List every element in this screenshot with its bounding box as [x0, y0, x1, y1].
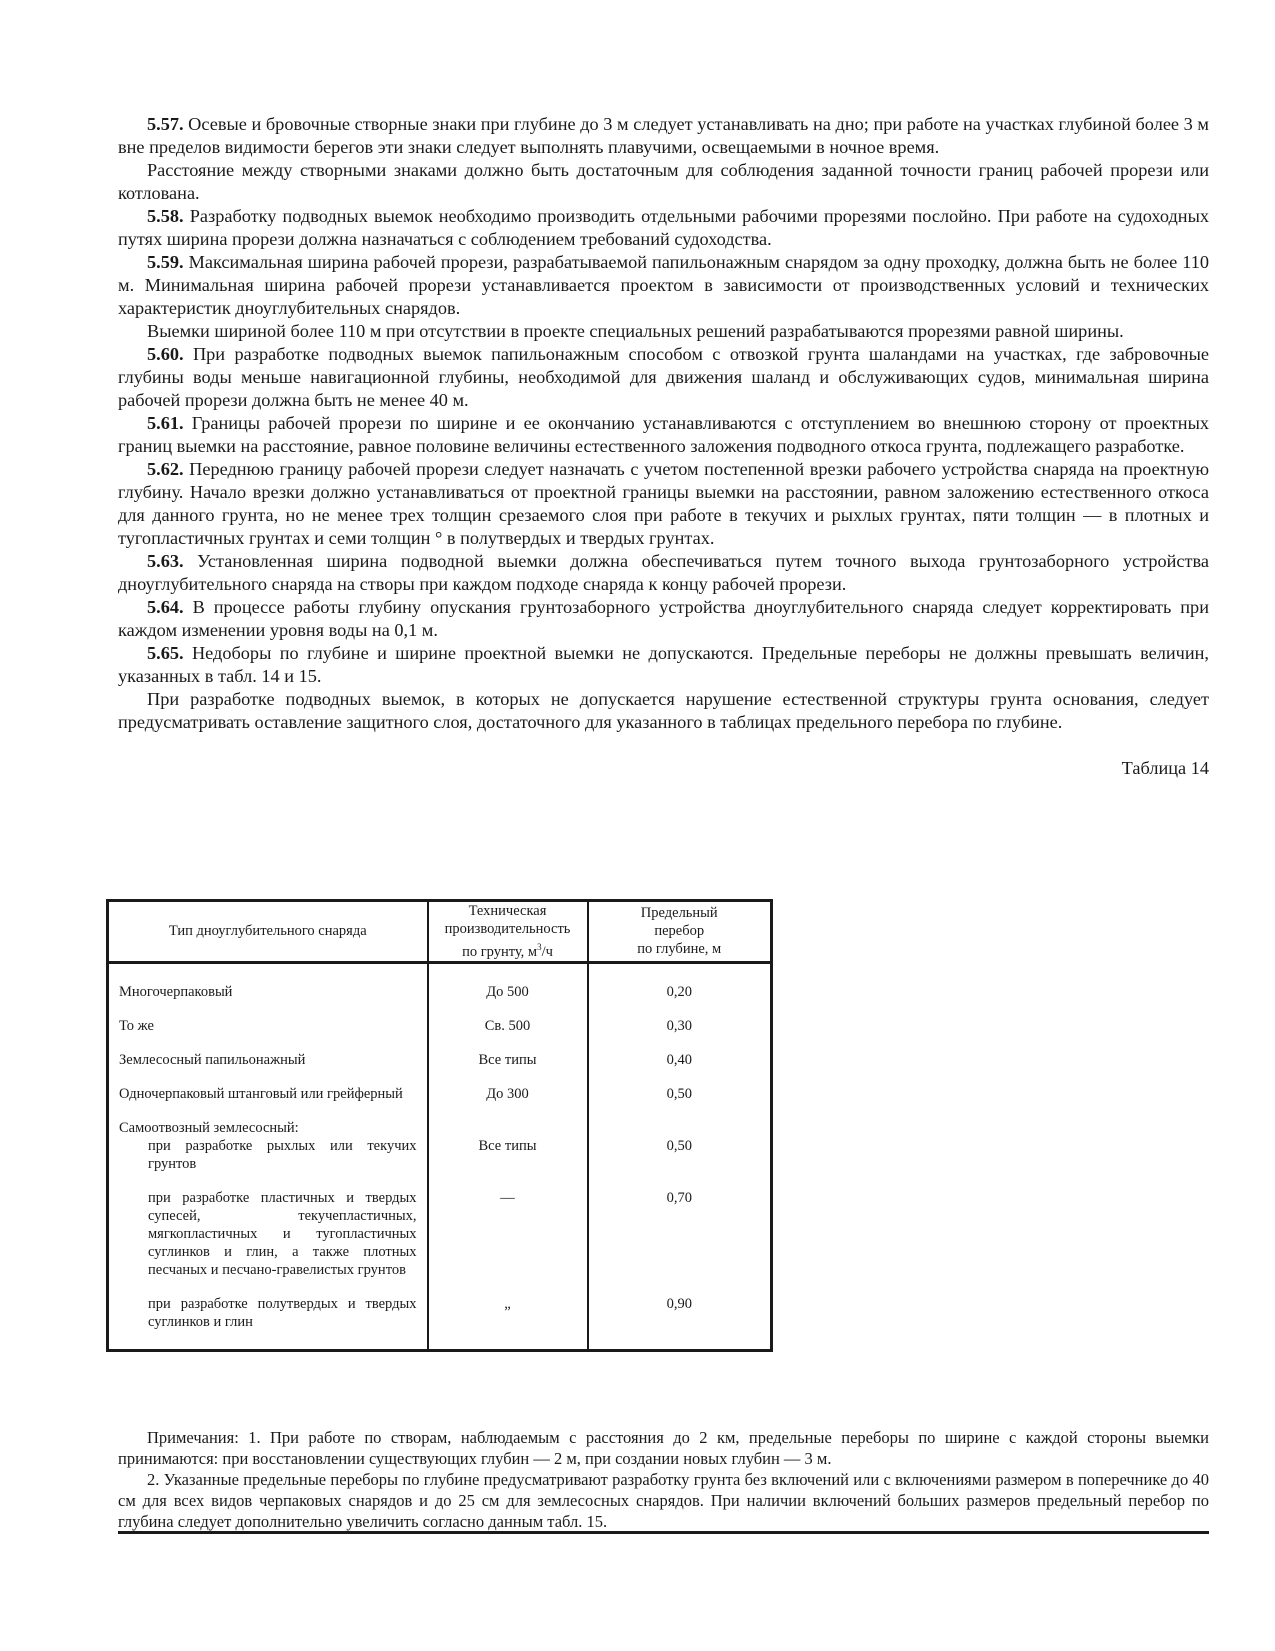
cell-limit: 0,50 [666, 1137, 692, 1154]
cell-perf [428, 1103, 588, 1137]
clause-number: 5.64. [147, 597, 184, 617]
paragraph-5-59 [118, 251, 1209, 320]
table-row [108, 962, 772, 1001]
table-row [108, 1173, 772, 1279]
header-limit-overdepth: Предельный перебор по глубине, м [588, 901, 772, 963]
cell-limit: 0,70 [666, 1189, 692, 1206]
cell-type: То же [108, 1001, 428, 1035]
paragraph-5-65 [118, 642, 1209, 688]
paragraph-5-64 [118, 596, 1209, 642]
note-1: Примечания: 1. При работе по створам, наблюдаемым с расстояния до 2 км, предельные переборы по ширине с каждой стороны выемки принимаются: при восстановлении существующих глубин — 2 м, при создании новых глубин — 3 м. [118, 1428, 1209, 1468]
table-row [108, 1069, 772, 1103]
paragraph-text: Недоборы по глубине и ширине проектной выемки не допускаются. Предельные переборы не должны превышать величин, указанных в табл. 14 и 15. [118, 643, 1209, 686]
cell-perf: — [428, 1173, 588, 1279]
dredger-limits-table [106, 899, 773, 1352]
paragraph-5-60 [118, 343, 1209, 412]
note-2: 2. Указанные предельные переборы по глубине предусматривают разработку грунта без включений или с включениями размером в поперечнике до 40 см для всех видов черпаковых снарядов и до 25 см для землесосных снарядов. При наличии включений больших размеров предельный перебор по глубина следует дополнительно увеличить согласно данным табл. 15. [118, 1470, 1209, 1531]
document-page [118, 113, 1209, 1531]
paragraph-text: В процессе работы глубину опускания грунтозаборного устройства дноуглубительного снаряда следует корректировать при каждом изменении уровня воды на 0,1 м. [118, 597, 1209, 640]
cell-type: Одночерпаковый штанговый или грейферный [108, 1069, 428, 1103]
cell-perf: Св. 500 [428, 1001, 588, 1035]
cell-type: при разработке рыхлых или текучих грунтов [108, 1137, 428, 1173]
cell-type: при разработке пластичных и твердых супесей, текучепластичных, мягкопластичных и тугопластичных суглинков и глин, а также плотных песчаных и песчано-гравелистых грунтов [108, 1173, 428, 1279]
cell-type: Многочерпаковый [108, 962, 428, 1001]
table-row [108, 1035, 772, 1069]
clause-number: 5.58. [147, 206, 184, 226]
clause-number: 5.63. [147, 551, 184, 571]
cell-limit: 0,30 [666, 1017, 692, 1034]
paragraph-text: Установленная ширина подводной выемки должна обеспечиваться путем точного выхода грунтозаборного устройства дноуглубительного снаряда на створы при каждом подходе снаряда к концу рабочей прорези. [118, 551, 1209, 594]
table-header-row [108, 901, 772, 963]
cell-type: при разработке полутвердых и твердых суглинков и глин [108, 1279, 428, 1351]
clause-number: 5.60. [147, 344, 184, 364]
paragraph-text: Осевые и бровочные створные знаки при глубине до 3 м следует устанавливать на дно; при работе на участках глубиной более 3 м вне пределов видимости берегов эти знаки следует выполнять плавучими, освещаемыми в ночное время. [118, 114, 1209, 157]
bottom-rule [118, 1531, 1209, 1534]
clause-number: 5.57. [147, 114, 184, 134]
paragraph-5-63 [118, 550, 1209, 596]
paragraph-5-57-cont [118, 159, 1209, 205]
paragraph-5-62 [118, 458, 1209, 550]
paragraph-text: Максимальная ширина рабочей прорези, разрабатываемой папильонажным снарядом за одну проходку, должна быть не более 110 м. Минимальная ширина рабочей прорези устанавливается проектом в зависимости от производственных условий и технических характеристик дноуглубительных снарядов. [118, 252, 1209, 318]
paragraph-text: Границы рабочей прорези по ширине и ее окончанию устанавливаются с отступлением во внешнюю сторону от проектных границ выемки на расстояние, равное половине величины естественного заложения подводного откоса грунта, подлежащего разработке. [118, 413, 1209, 456]
paragraph-text: Выемки шириной более 110 м при отсутствии в проекте специальных решений разрабатываются прорезями равной ширины. [147, 321, 1124, 341]
paragraph-text: При разработке подводных выемок, в которых не допускается нарушение естественной структуры грунта основания, следует предусматривать оставление защитного слоя, достаточного для указанного в таблицах предельного перебора по глубине. [118, 689, 1209, 732]
paragraph-text: При разработке подводных выемок папильонажным способом с отвозкой грунта шаландами на участках, где забровочные глубины воды меньше навигационной глубины, необходимой для движения шаланд и обслуживающих судов, минимальная ширина рабочей прорези должна быть не менее 40 м. [118, 344, 1209, 410]
cell-limit [588, 1103, 772, 1137]
cell-limit: 0,40 [666, 1051, 692, 1068]
clause-number: 5.61. [147, 413, 184, 433]
table-row [108, 1137, 772, 1173]
table-caption: Таблица 14 [1121, 758, 1209, 778]
paragraph-5-61 [118, 412, 1209, 458]
paragraph-text: Переднюю границу рабочей прорези следует назначать с учетом постепенной врезки рабочего устройства снаряда на проектную глубину. Начало врезки должно устанавливаться от проектной границы выемки на расстоянии, равном заложению естественного откоса для данного грунта, но не менее трех толщин срезаемого слоя при работе в текучих и рыхлых грунтах, пяти толщин — в плотных и тугопластичных грунтах и семи толщин ° в полутвердых и твердых грунтах. [118, 459, 1209, 548]
table-row [108, 1001, 772, 1035]
cell-type: Самоотвозный землесосный: [108, 1103, 428, 1137]
cell-limit: 0,20 [666, 983, 692, 1000]
header-dredger-type: Тип дноуглубительного снаряда [108, 901, 428, 963]
cell-perf: Все типы [428, 1035, 588, 1069]
table-notes [118, 1427, 1209, 1532]
cell-limit: 0,90 [666, 1295, 692, 1312]
paragraph-text: Разработку подводных выемок необходимо производить отдельными рабочими прорезями послойно. При работе на судоходных путях ширина прорези должна назначаться с соблюдением требований судоходства. [118, 206, 1209, 249]
cell-perf: „ [428, 1279, 588, 1351]
clause-number: 5.62. [147, 459, 184, 479]
cell-perf: Все типы [428, 1137, 588, 1173]
clause-number: 5.59. [147, 252, 184, 272]
table-14 [106, 899, 773, 1352]
paragraph-5-58 [118, 205, 1209, 251]
cell-limit: 0,50 [666, 1085, 692, 1102]
cell-perf: До 300 [428, 1069, 588, 1103]
paragraph-text: Расстояние между створными знаками должно быть достаточным для соблюдения заданной точности границ рабочей прорези или котлована. [118, 160, 1209, 203]
header-productivity: Техническая производительность по грунту, $м^3/ч$ [428, 901, 588, 963]
paragraph-5-65-cont [118, 688, 1209, 734]
paragraph-5-57 [118, 113, 1209, 159]
cell-perf: До 500 [428, 962, 588, 1001]
paragraph-5-59-cont [118, 320, 1209, 343]
clause-number: 5.65. [147, 643, 184, 663]
cell-type: Землесосный папильонажный [108, 1035, 428, 1069]
table-row [108, 1103, 772, 1137]
table-row [108, 1279, 772, 1351]
